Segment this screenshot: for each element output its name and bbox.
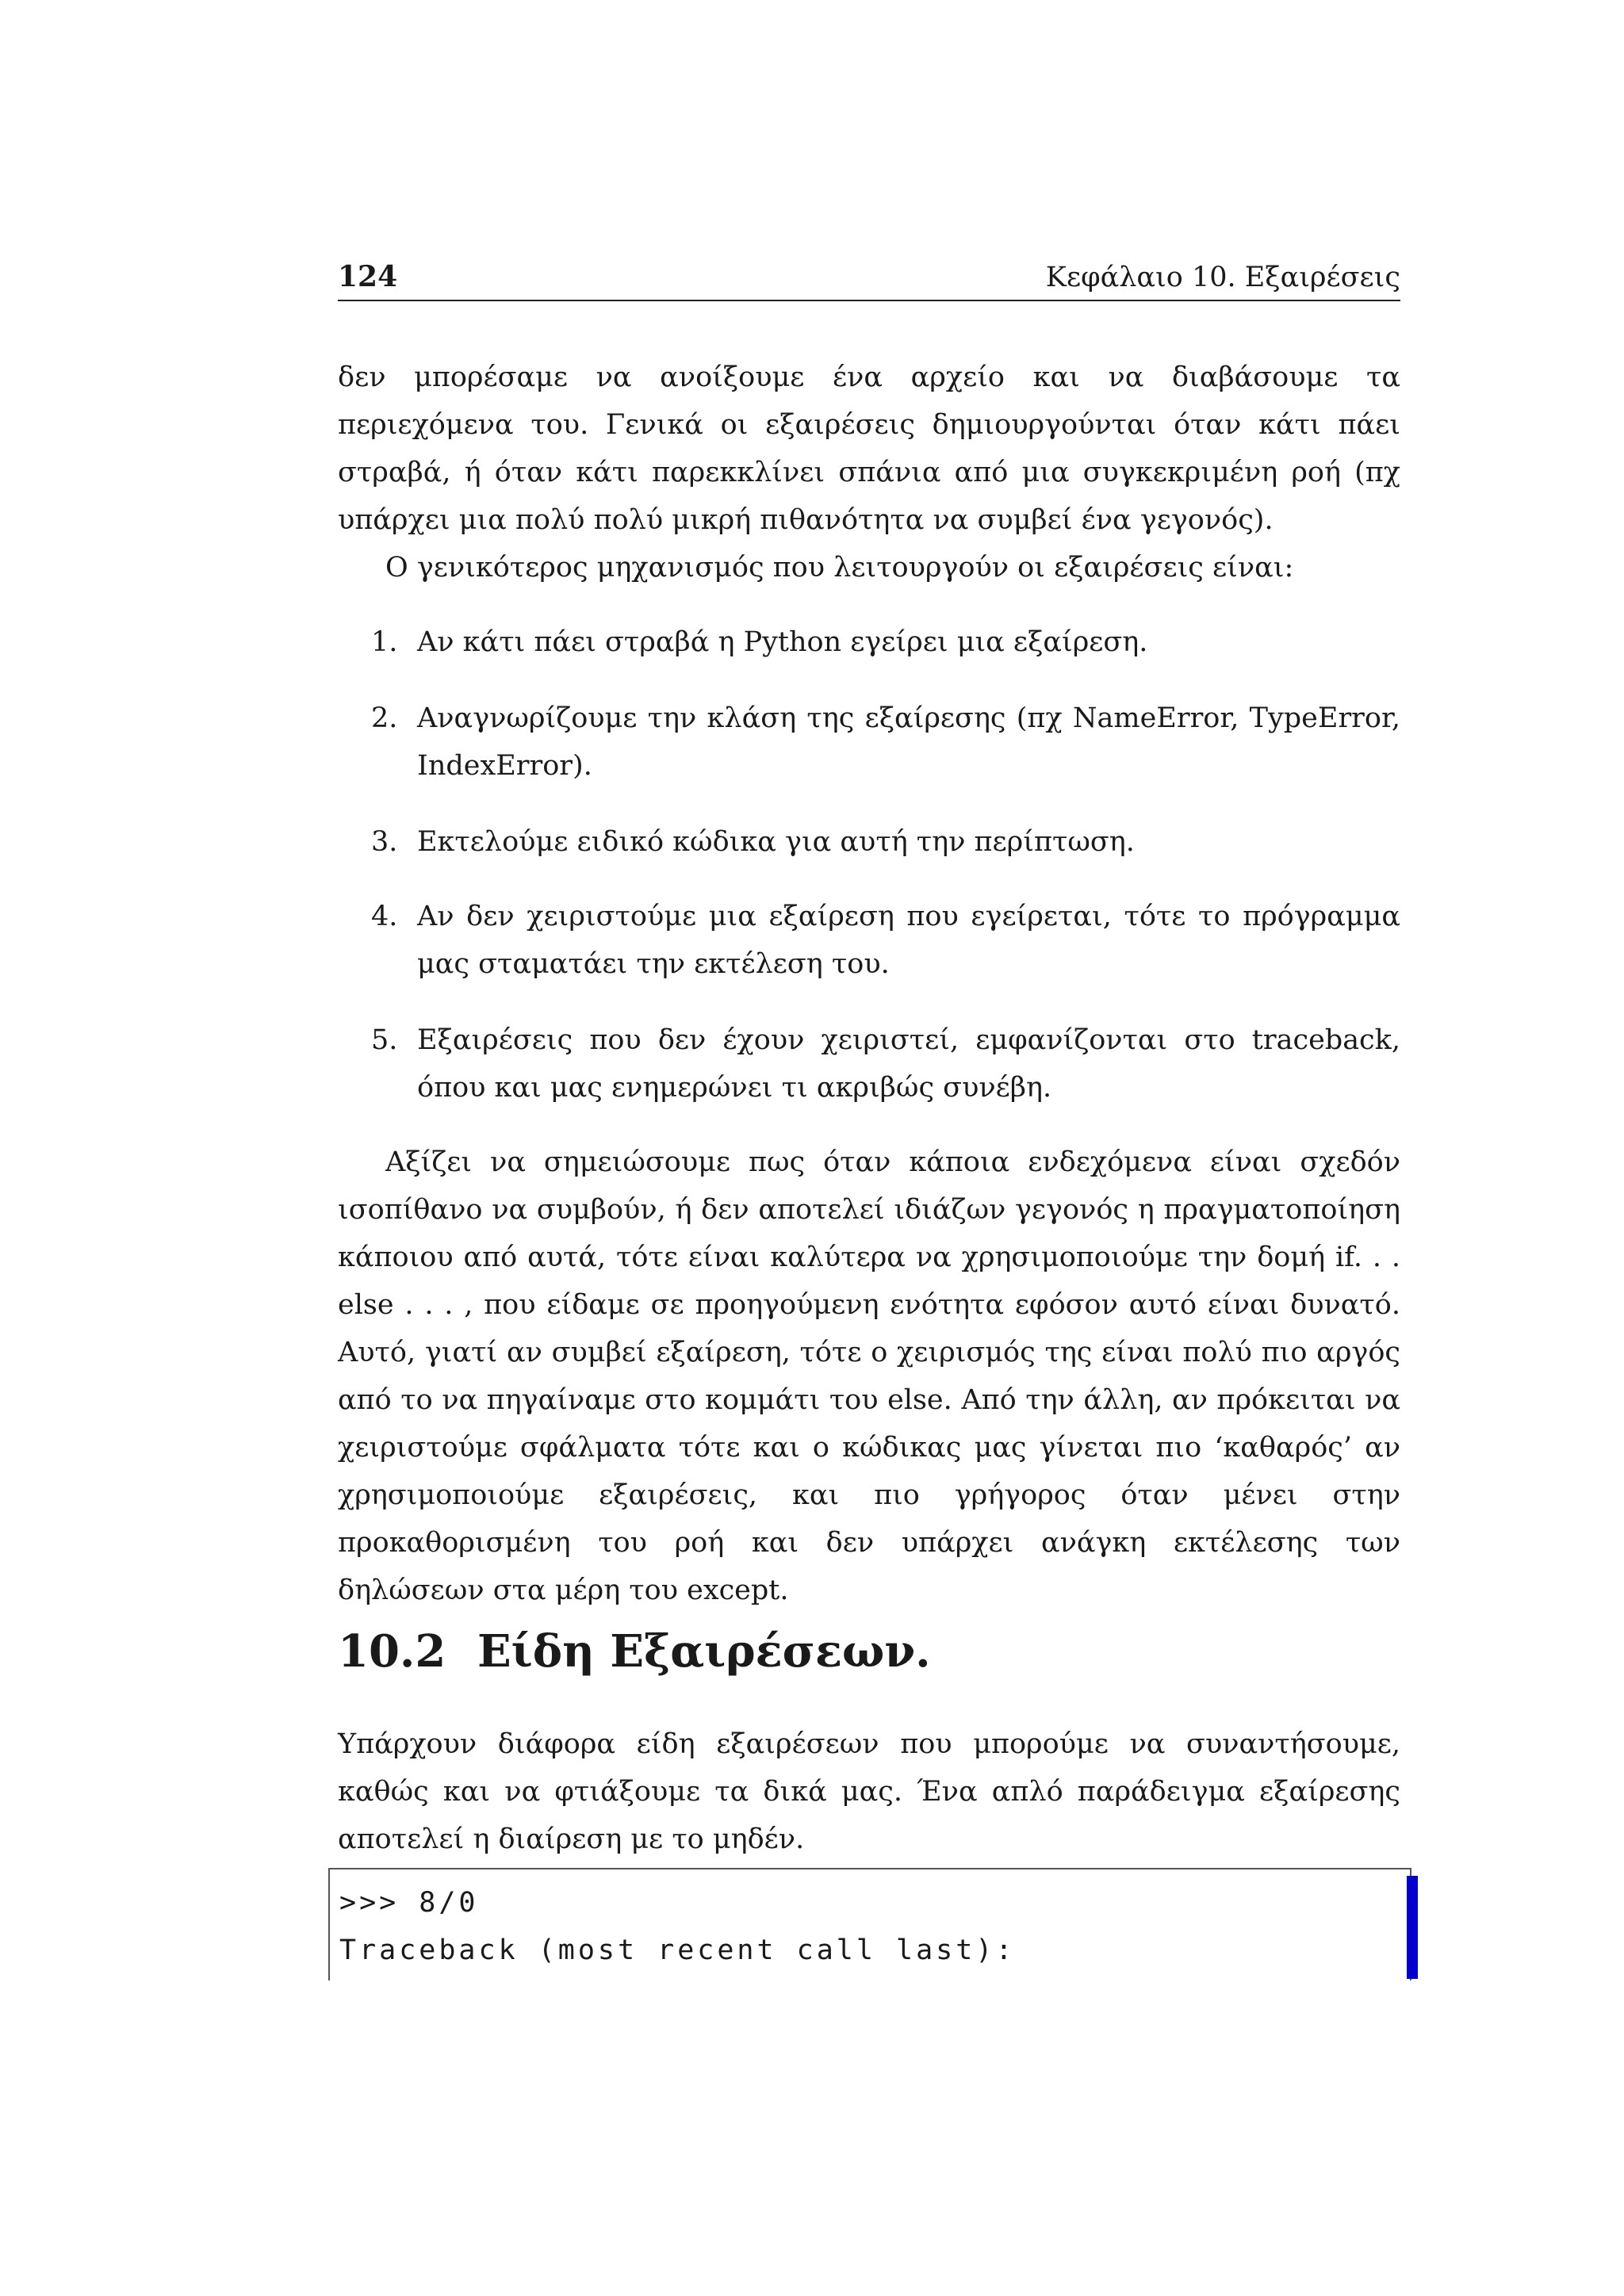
page-header [338,255,1400,301]
code-line: Traceback (most recent call last): [339,1934,1016,1966]
list-item-number: 3. [371,826,398,858]
body-paragraph-1: δεν μπορέσαμε να ανοίξουμε ένα αρχείο και να διαβάσουμε τα περιεχόμενα του. Γενικά οι εξαιρέσεις δημιουργούνται όταν κάτι πάει στραβά, ή όταν κάτι παρεκκλίνει σπάνια από μια συγκεκριμένη ροή (πχ υπάρχει μια πολύ πολύ μικρή πιθανότητα να συμβεί ένα γεγονός). [338,362,1400,536]
running-head: Κεφάλαιο 10. Εξαιρέσεις [1045,262,1400,293]
section-paragraph-1: Υπάρχουν διάφορα είδη εξαιρέσεων που μπορούμε να συναντήσουμε, καθώς και να φτιάξουμε τα δικά μας. Ένα απλό παράδειγμα εξαίρεσης αποτελεί η διαίρεση με το μηδέν. [338,1728,1400,1855]
section-heading [338,1625,1400,1678]
list-item-number: 2. [371,702,398,734]
section-number: 10.2 [338,1625,446,1678]
list-item-text: Αν δεν χειριστούμε μια εξαίρεση που εγείρεται, τότε το πρόγραμμα μας σταματάει την εκτέλεση του. [417,901,1400,980]
list-item-text: Αναγνωρίζουμε την κλάση της εξαίρεσης (πχ NameError, TypeError, IndexError). [417,702,1400,782]
section-title: Είδη Εξαιρέσεων. [477,1625,931,1678]
list-item-text: Εξαιρέσεις που δεν έχουν χειριστεί, εμφανίζονται στο traceback, όπου και μας ενημερώνει τι ακριβώς συνέβη. [417,1024,1400,1104]
list-item-number: 1. [371,626,398,658]
page-number: 124 [338,260,398,293]
list-item-number: 4. [371,901,398,932]
code-line: >>> 8/0 [339,1887,479,1919]
list-item-number: 5. [371,1024,398,1056]
list-item-text: Αν κάτι πάει στραβά η Python εγείρει μια εξαίρεση. [417,626,1148,658]
code-accent-bar [1407,1876,1418,1979]
body-paragraph-2: Ο γενικότερος μηχανισμός που λειτουργούν οι εξαιρέσεις είναι: [385,552,1294,584]
body-paragraph-3: Αξίζει να σημειώσουμε πως όταν κάποια ενδεχόμενα είναι σχεδόν ισοπίθανο να συμβούν, ή δεν αποτελεί ιδιάζων γεγονός η πραγματοποίηση κάποιου από αυτά, τότε είναι καλύτερα να χρησιμοποιούμε την δομή if. . . else . . . , που είδαμε σε προηγούμενη ενότητα εφόσον αυτό είναι δυνατό. Αυτό, γιατί αν συμβεί εξαίρεση, τότε ο χειρισμός της είναι πολύ πιο αργός από το να πηγαίναμε στο κομμάτι του else. Από την άλλη, αν πρόκειται να χειριστούμε σφάλματα τότε και ο κώδικας μας γίνεται πιο ‘καθαρός’ αν χρησιμοποιούμε εξαιρέσεις, και πιο γρήγορος όταν μένει στην προκαθορισμένη του ροή και δεν υπάρχει ανάγκη εκτέλεσης των δηλώσεων στα μέρη του except. [338,1146,1400,1606]
list-item-text: Εκτελούμε ειδικό κώδικα για αυτή την περίπτωση. [417,826,1135,858]
code-block [328,1868,1411,1980]
